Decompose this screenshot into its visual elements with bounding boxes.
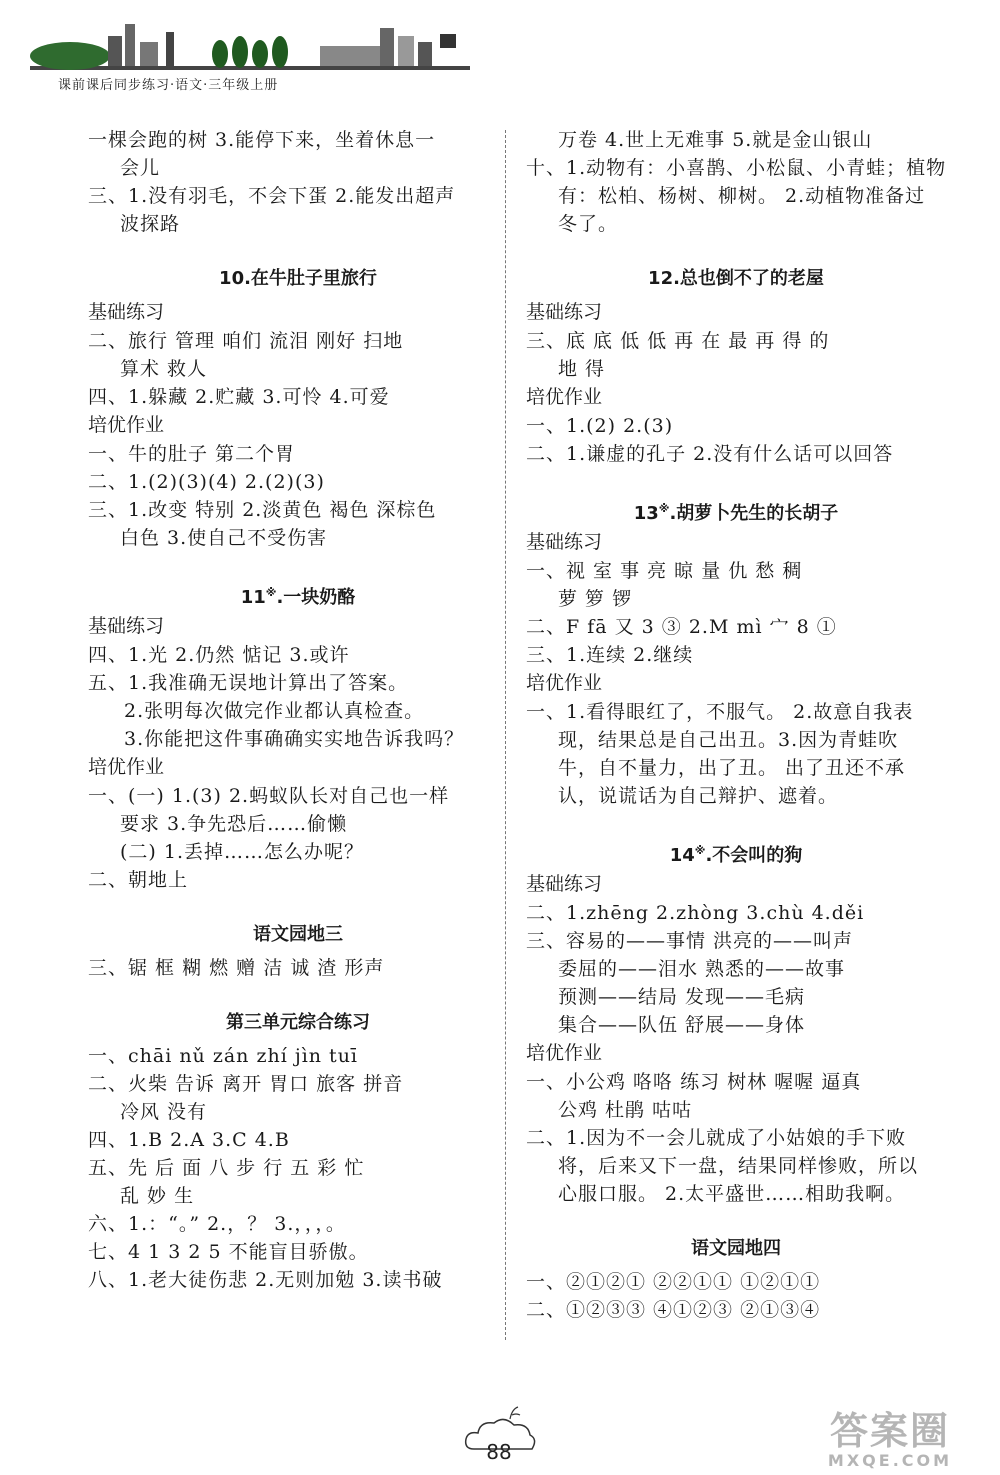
answer-line: 冷风 没有 [120, 1101, 208, 1123]
answer-line: 现，结果总是自己出丑。3.因为青蛙吹 [558, 729, 899, 751]
answer-line: 集合——队伍 舒展——身体 [558, 1014, 806, 1036]
answer-line: 四、1.躲藏 2.贮藏 3.可怜 4.可爱 [88, 386, 390, 408]
answer-line: 一、②①②① ②②①① ①②①① [526, 1271, 821, 1293]
section-basic: 基础练习 [526, 531, 603, 553]
answer-line: 二、1.因为不一会儿就成了小姑娘的手下败 [526, 1127, 907, 1149]
answer-line: 要求 3.争先恐后……偷懒 [120, 813, 348, 835]
section-basic: 基础练习 [526, 301, 603, 323]
answer-line: 一棵会跑的树 3.能停下来，坐着休息一 [88, 129, 436, 151]
answer-line: 二、F fā 又 3 ③ 2.M mì 宀 8 ① [526, 616, 837, 638]
page-number: 88 [486, 1440, 512, 1464]
answer-line: 算术 救人 [120, 358, 208, 380]
answer-line: 三、锯 框 糊 燃 赠 洁 诚 渣 形声 [88, 957, 385, 979]
answer-line: 二、1.(2)(3)(4) 2.(2)(3) [88, 471, 325, 493]
answer-line: 一、视 室 事 亮 晾 量 仇 愁 稠 [526, 560, 803, 582]
section-basic: 基础练习 [526, 873, 603, 895]
left-column [88, 126, 508, 1294]
answer-line: 一、1.(2) 2.(3) [526, 415, 674, 437]
answer-line: 三、1.改变 特别 2.淡黄色 褐色 深棕色 [88, 499, 437, 521]
answer-line: (二) 1.丢掉……怎么办呢？ [120, 841, 364, 863]
answer-line: 公鸡 杜鹃 咕咕 [558, 1099, 693, 1121]
lesson-12-title: 12.总也倒不了的老屋 [648, 268, 824, 289]
watermark [790, 1400, 990, 1470]
section-advanced: 培优作业 [526, 1042, 603, 1064]
right-column [526, 126, 946, 1324]
answer-line: 萝 箩 锣 [558, 588, 633, 610]
answer-line: 2.张明每次做完作业都认真检查。 [124, 700, 425, 722]
garden-4-title: 语文园地四 [691, 1238, 781, 1259]
lesson-10-title: 10.在牛肚子里旅行 [219, 268, 377, 289]
answer-line: 一、chāi nǔ zán zhí jìn tuī [88, 1045, 359, 1067]
answer-line: 万卷 4.世上无难事 5.就是金山银山 [558, 129, 873, 151]
answer-line: 五、1.我准确无误地计算出了答案。 [88, 672, 409, 694]
answer-line: 一、小公鸡 咯咯 练习 树林 喔喔 逼真 [526, 1071, 862, 1093]
answer-line: 波探路 [120, 213, 181, 235]
lesson-14-title: 14※.不会叫的狗 [669, 844, 803, 866]
skyline-illustration [30, 6, 470, 78]
answer-line: 有：松柏、杨树、柳树。 2.动植物准备过 [558, 185, 926, 207]
lesson-13-title: 13※.胡萝卜先生的长胡子 [633, 502, 839, 524]
unit-3-title: 第三单元综合练习 [226, 1012, 370, 1033]
section-basic: 基础练习 [88, 615, 165, 637]
garden-3-title: 语文园地三 [253, 924, 343, 945]
answer-line: 乱 妙 生 [120, 1185, 195, 1207]
answer-line: 冬了。 [558, 213, 619, 235]
answer-line: 认，说谎话为自己辩护、遮着。 [558, 785, 839, 807]
answer-line: 预测——结局 发现——毛病 [558, 986, 806, 1008]
answer-line: 心服口服。 2.太平盛世……相助我啊。 [558, 1183, 906, 1205]
lesson-11-title: 11※.一块奶酪 [240, 586, 356, 608]
answer-line: 二、火柴 告诉 离开 胃口 旅客 拼音 [88, 1073, 404, 1095]
answer-line: 牛，自不量力，出了丑。 出了丑还不承 [558, 757, 906, 779]
answer-line: 七、4 1 3 2 5 不能盲目骄傲。 [88, 1241, 369, 1263]
answer-line: 十、1.动物有：小喜鹊、小松鼠、小青蛙；植物 [526, 157, 947, 179]
watermark-main: 答案圈 [829, 1409, 950, 1453]
answer-line: 八、1.老大徒伤悲 2.无则加勉 3.读书破 [88, 1269, 443, 1291]
section-advanced: 培优作业 [526, 386, 603, 408]
answer-line: 四、1.B 2.A 3.C 4.B [88, 1129, 290, 1151]
answer-line: 会儿 [120, 157, 161, 179]
answer-line: 一、牛的肚子 第二个胃 [88, 443, 296, 465]
book-subtitle: 课前课后同步练习·语文·三年级上册 [58, 78, 279, 93]
answer-line: 委屈的——泪水 熟悉的——故事 [558, 958, 846, 980]
answer-line: 3.你能把这件事确确实实地告诉我吗？ [124, 728, 465, 750]
answer-line: 白色 3.使自己不受伤害 [120, 527, 328, 549]
answer-line: 地 得 [558, 358, 606, 380]
section-advanced: 培优作业 [526, 672, 603, 694]
watermark-site: MXQE.COM [827, 1451, 953, 1470]
answer-line: 二、1.谦虚的孔子 2.没有什么话可以回答 [526, 443, 894, 465]
answer-line: 将，后来又下一盘，结果同样惨败，所以 [558, 1155, 919, 1177]
section-advanced: 培优作业 [88, 414, 165, 436]
answer-line: 二、1.zhēng 2.zhòng 3.chù 4.děi [526, 902, 865, 924]
answer-line: 三、容易的——事情 洪亮的——叫声 [526, 930, 854, 952]
section-basic: 基础练习 [88, 301, 165, 323]
answer-line: 五、先 后 面 八 步 行 五 彩 忙 [88, 1157, 365, 1179]
answer-line: 二、旅行 管理 咱们 流泪 刚好 扫地 [88, 330, 404, 352]
section-advanced: 培优作业 [88, 756, 165, 778]
answer-line: 三、1.没有羽毛，不会下蛋 2.能发出超声 [88, 185, 456, 207]
answer-line: 六、1.：“。” 2.，？ 3.，，，。 [88, 1213, 346, 1235]
answer-line: 二、①②③③ ④①②③ ②①③④ [526, 1299, 821, 1321]
answer-line: 一、(一) 1.(3) 2.蚂蚁队长对自己也一样 [88, 785, 450, 807]
answer-line: 四、1.光 2.仍然 惦记 3.或许 [88, 644, 350, 666]
answer-line: 一、1.看得眼红了，不服气。 2.故意自我表 [526, 701, 914, 723]
answer-line: 三、底 底 低 低 再 在 最 再 得 的 [526, 330, 830, 352]
answer-line: 二、朝地上 [88, 869, 189, 891]
answer-line: 三、1.连续 2.继续 [526, 644, 694, 666]
